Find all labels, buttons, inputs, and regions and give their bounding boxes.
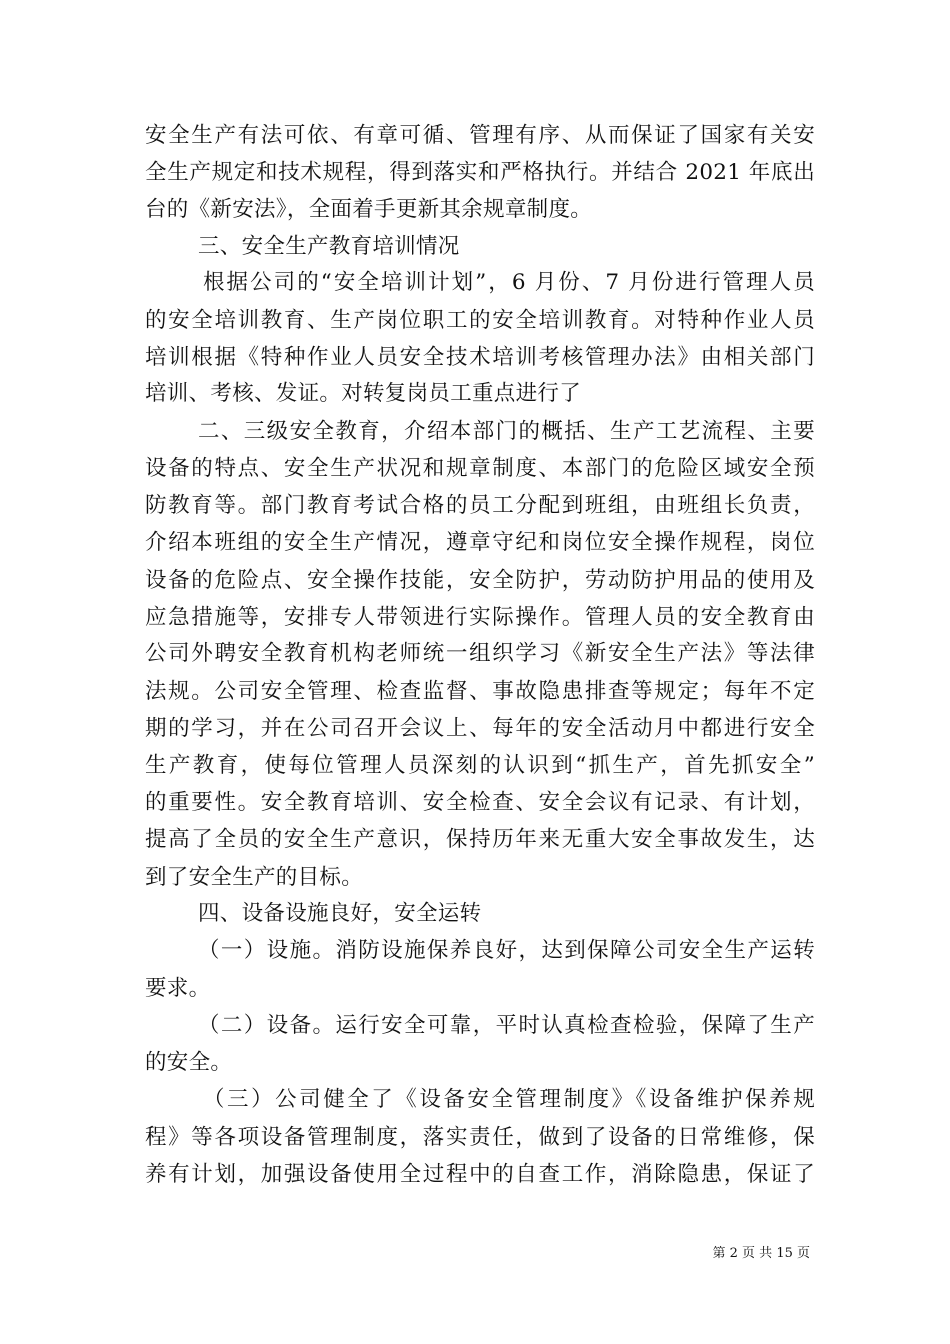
body-line: 的安全培训教育、生产岗位职工的安全培训教育。对特种作业人员 — [145, 308, 815, 333]
body-line: 的安全。 — [145, 1050, 233, 1075]
body-line: 台的《新安法》，全面着手更新其余规章制度。 — [145, 197, 593, 222]
body-line: 培训根据《特种作业人员安全技术培训考核管理办法》由相关部门 — [145, 345, 815, 370]
body-line: 要求。 — [145, 976, 211, 1001]
body-line: 的重要性。安全教育培训、安全检查、安全会议有记录、有计划， — [145, 790, 815, 815]
body-line: （二）设备。运行安全可靠，平时认真检查检验，保障了生产 — [198, 1013, 815, 1038]
section-heading: 三、安全生产教育培训情况 — [198, 234, 460, 259]
body-line: 培训、考核、发证。对转复岗员工重点进行了 — [145, 381, 582, 406]
body-line: 期的学习，并在公司召开会议上、每年的安全活动月中都进行安全 — [145, 716, 815, 741]
body-line: 介绍本班组的安全生产情况，遵章守纪和岗位安全操作规程，岗位 — [145, 530, 815, 555]
body-line: 程》等各项设备管理制度，落实责任，做到了设备的日常维修，保 — [145, 1125, 815, 1150]
body-line: 设备的特点、安全生产状况和规章制度、本部门的危险区域安全预 — [145, 456, 815, 481]
body-line: 法规。公司安全管理、检查监督、事故隐患排查等规定；每年不定 — [145, 679, 815, 704]
body-line: 养有计划，加强设备使用全过程中的自查工作，消除隐患，保证了 — [145, 1162, 815, 1187]
body-line: 到了安全生产的目标。 — [145, 865, 364, 890]
body-line: 应急措施等，安排专人带领进行实际操作。管理人员的安全教育由 — [145, 605, 815, 630]
body-line: （一）设施。消防设施保养良好，达到保障公司安全生产运转 — [198, 938, 815, 963]
body-line: 安全生产有法可依、有章可循、管理有序、从而保证了国家有关安 — [145, 123, 815, 148]
body-line: 防教育等。部门教育考试合格的员工分配到班组，由班组长负责， — [145, 493, 815, 518]
body-line: 二、三级安全教育，介绍本部门的概括、生产工艺流程、主要 — [198, 419, 815, 444]
body-line: 生产教育，使每位管理人员深刻的认识到“抓生产，首先抓安全” — [145, 753, 815, 778]
body-line: 全生产规定和技术规程，得到落实和严格执行。并结合 2021 年底出 — [145, 160, 815, 185]
body-line: 提高了全员的安全生产意识，保持历年来无重大安全事故发生，达 — [145, 827, 815, 852]
body-line: 设备的危险点、安全操作技能，安全防护，劳动防护用品的使用及 — [145, 568, 815, 593]
page-number: 第 2 页 共 15 页 — [712, 1246, 810, 1261]
body-line: （三）公司健全了《设备安全管理制度》《设备维护保养规 — [203, 1087, 815, 1112]
body-line: 公司外聘安全教育机构老师统一组织学习《新安全生产法》等法律 — [145, 641, 815, 666]
body-line: 根据公司的“安全培训计划”，6 月份、7 月份进行管理人员 — [203, 270, 815, 295]
section-heading: 四、设备设施良好，安全运转 — [198, 901, 482, 926]
